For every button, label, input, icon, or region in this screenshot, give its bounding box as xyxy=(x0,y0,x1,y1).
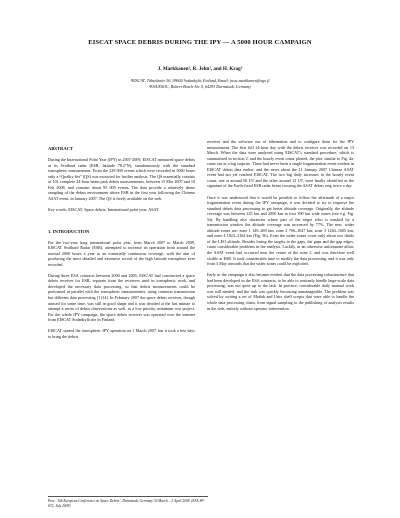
affiliation-1: ¹EISCAT, Tähteläntie 56, 99600 Sodankylä, Finland, Email: jussi.markkanen@sgo.fi xyxy=(130,78,270,83)
intro-paragraph-2: During three ESA contracts between 2000 and 2005, EISCAT had constructed a space debris receiver for ESR, separate from the receivers used in ionospheric work, and developed the necessary data processing, so that debris measurements could be performed in parallel with the ionospheric measurements, using common transmission but different data processing [1]-[4]. In February 2007 the space debris receiver, though unused for some time, was still in good shape and it was decided at the last minute to attempt a series of debris observations as well, as a low priority, minimum cost project. For the whole IPY campaign, the space debris receiver was operated over the internet from EISCAT Sodankylä site in Finland. xyxy=(48,272,195,323)
left-column xyxy=(48,146,195,345)
paper-title: EISCAT SPACE DEBRIS DURING THE IPY — A 5000 HOUR CAMPAIGN xyxy=(88,39,312,46)
right-paragraph-1: receiver and the software out of hibernation and to configure them for the IPY measurement. The first full 24-hour day with the debris receiver was recorded on 13 March. When the data were analysed using EISCAT’s standard procedure, which is summarized in section 2, and the hourly event count plotted, the plot, similar to Fig. 4a, came out as a big surprise. There had never been a single fragmentation event evident in EISCAT debris data earlier, and the news about the 11 January 2007 Chinese ASAT event had not yet reached EISCAT. The two big daily increases in the hourly event count, one at around 06 UT and the other around 12 UT, were finally identified as the signature of the Earth-fixed ESR radar beam crossing the ASAT debris ring twice a day. xyxy=(207,139,354,189)
keywords: Key words: EISCAT; Space debris; International polar year; ASAT. xyxy=(48,206,160,212)
affiliation-2: ²ESA/ESOC, Robert-Bosch-Str. 5, 64293 Darmstadt, Germany xyxy=(148,83,252,89)
affiliations xyxy=(20,78,380,89)
author-list: J. Markkanen¹, R. Jehn², and H. Krag² xyxy=(157,66,243,72)
abstract-text: During the International Polar Year (IPY) in 2007-2009, EISCAT measured space debris at its Svalbard radar (ESR, latitude 78.2°N), simultaneously with the standard ionospheric measurement. From the 239 000 events which were recorded in 5060 hours only a “Quality Set” (QS) was extracted for further analysis. The QS essentially consists of 101 complete 24-hour beam park debris measurements, between 15 Mar 2007 and 10 Feb 2008, and contains about 95 000 events. The data provide a relatively dense sampling of the debris environment above ESR in the first year following the Chinese ASAT event, in January 2007. The QS is freely available on the web. xyxy=(48,157,195,201)
abstract-heading: ABSTRACT xyxy=(48,146,74,151)
intro-paragraph-1: For the two-year long international polar year, from March 2007 to March 2009, EISCAT Svalbard Radar (ESR), attempted to increase its operation from around the normal 2000 hours a year to an essentially continuous coverage, with the aim of producing the most detailed and extensive record of the high latitude ionosphere ever recorded. xyxy=(48,239,195,267)
conference-footnote: Proc. ‘5th European Conference on Space Debris’, Darmstadt, Germany 30 March – 2 April 2009, (ESA SP-672, July 2009) xyxy=(48,496,208,508)
right-column xyxy=(207,139,354,317)
right-paragraph-2: Once it was understood that it would be possible to follow the aftermath of a major fragmentation event during the IPY campaign, it was decided to try to improve the standard debris data processing to get better altitude coverage. Originally, the altitude coverage was between 225 km and 2000 km in four 390 km wide zones (see e.g. Fig. 5a). By handling also situations where part of the target echo is masked by a transmission window the altitude coverage was increased by 77%. The new, wider altitude zones are: zone 1 149–469 km; zone 2 706–1047 km; zone 3 1264–1605 km; and zone 4 1823–2164 km (Fig. 5b). Even the wider zones cover only about two thirds of the LEO altitude. Besides losing the targets in the gaps, the gaps and the gap edges, cause considerable problems in the analysis. Luckily, in an otherwise unfortunate affair, the ASAT event had occurred near the centre of the zone 2, and was therefore well visible at ESR. It took considerable time to modify the data processing, and it was only from 5 May onwards that the wider zones could be exploited. xyxy=(207,194,354,267)
introduction-heading: 1. INTRODUCTION xyxy=(48,228,90,234)
right-paragraph-3: Early in the campaign it also became evident that the data processing infrastructure that had been developed in the ESA contracts, to be able to routinely handle large-scale data processing, was not quite up to the task. In practice, considerable daily manual work was still needed, and the task was quickly becoming unmanageable. The problem was solved by writing a set of Matlab and Unix shell scripts that were able to handle the whole data processing chain, from signal sampling to the publishing of analysis results in the web, entirely without operator intervention. xyxy=(207,272,354,311)
intro-paragraph-3: EISCAT started the ionospheric IPY operation on 1 March 2007, but it took a few days to bring the debris xyxy=(48,328,195,339)
